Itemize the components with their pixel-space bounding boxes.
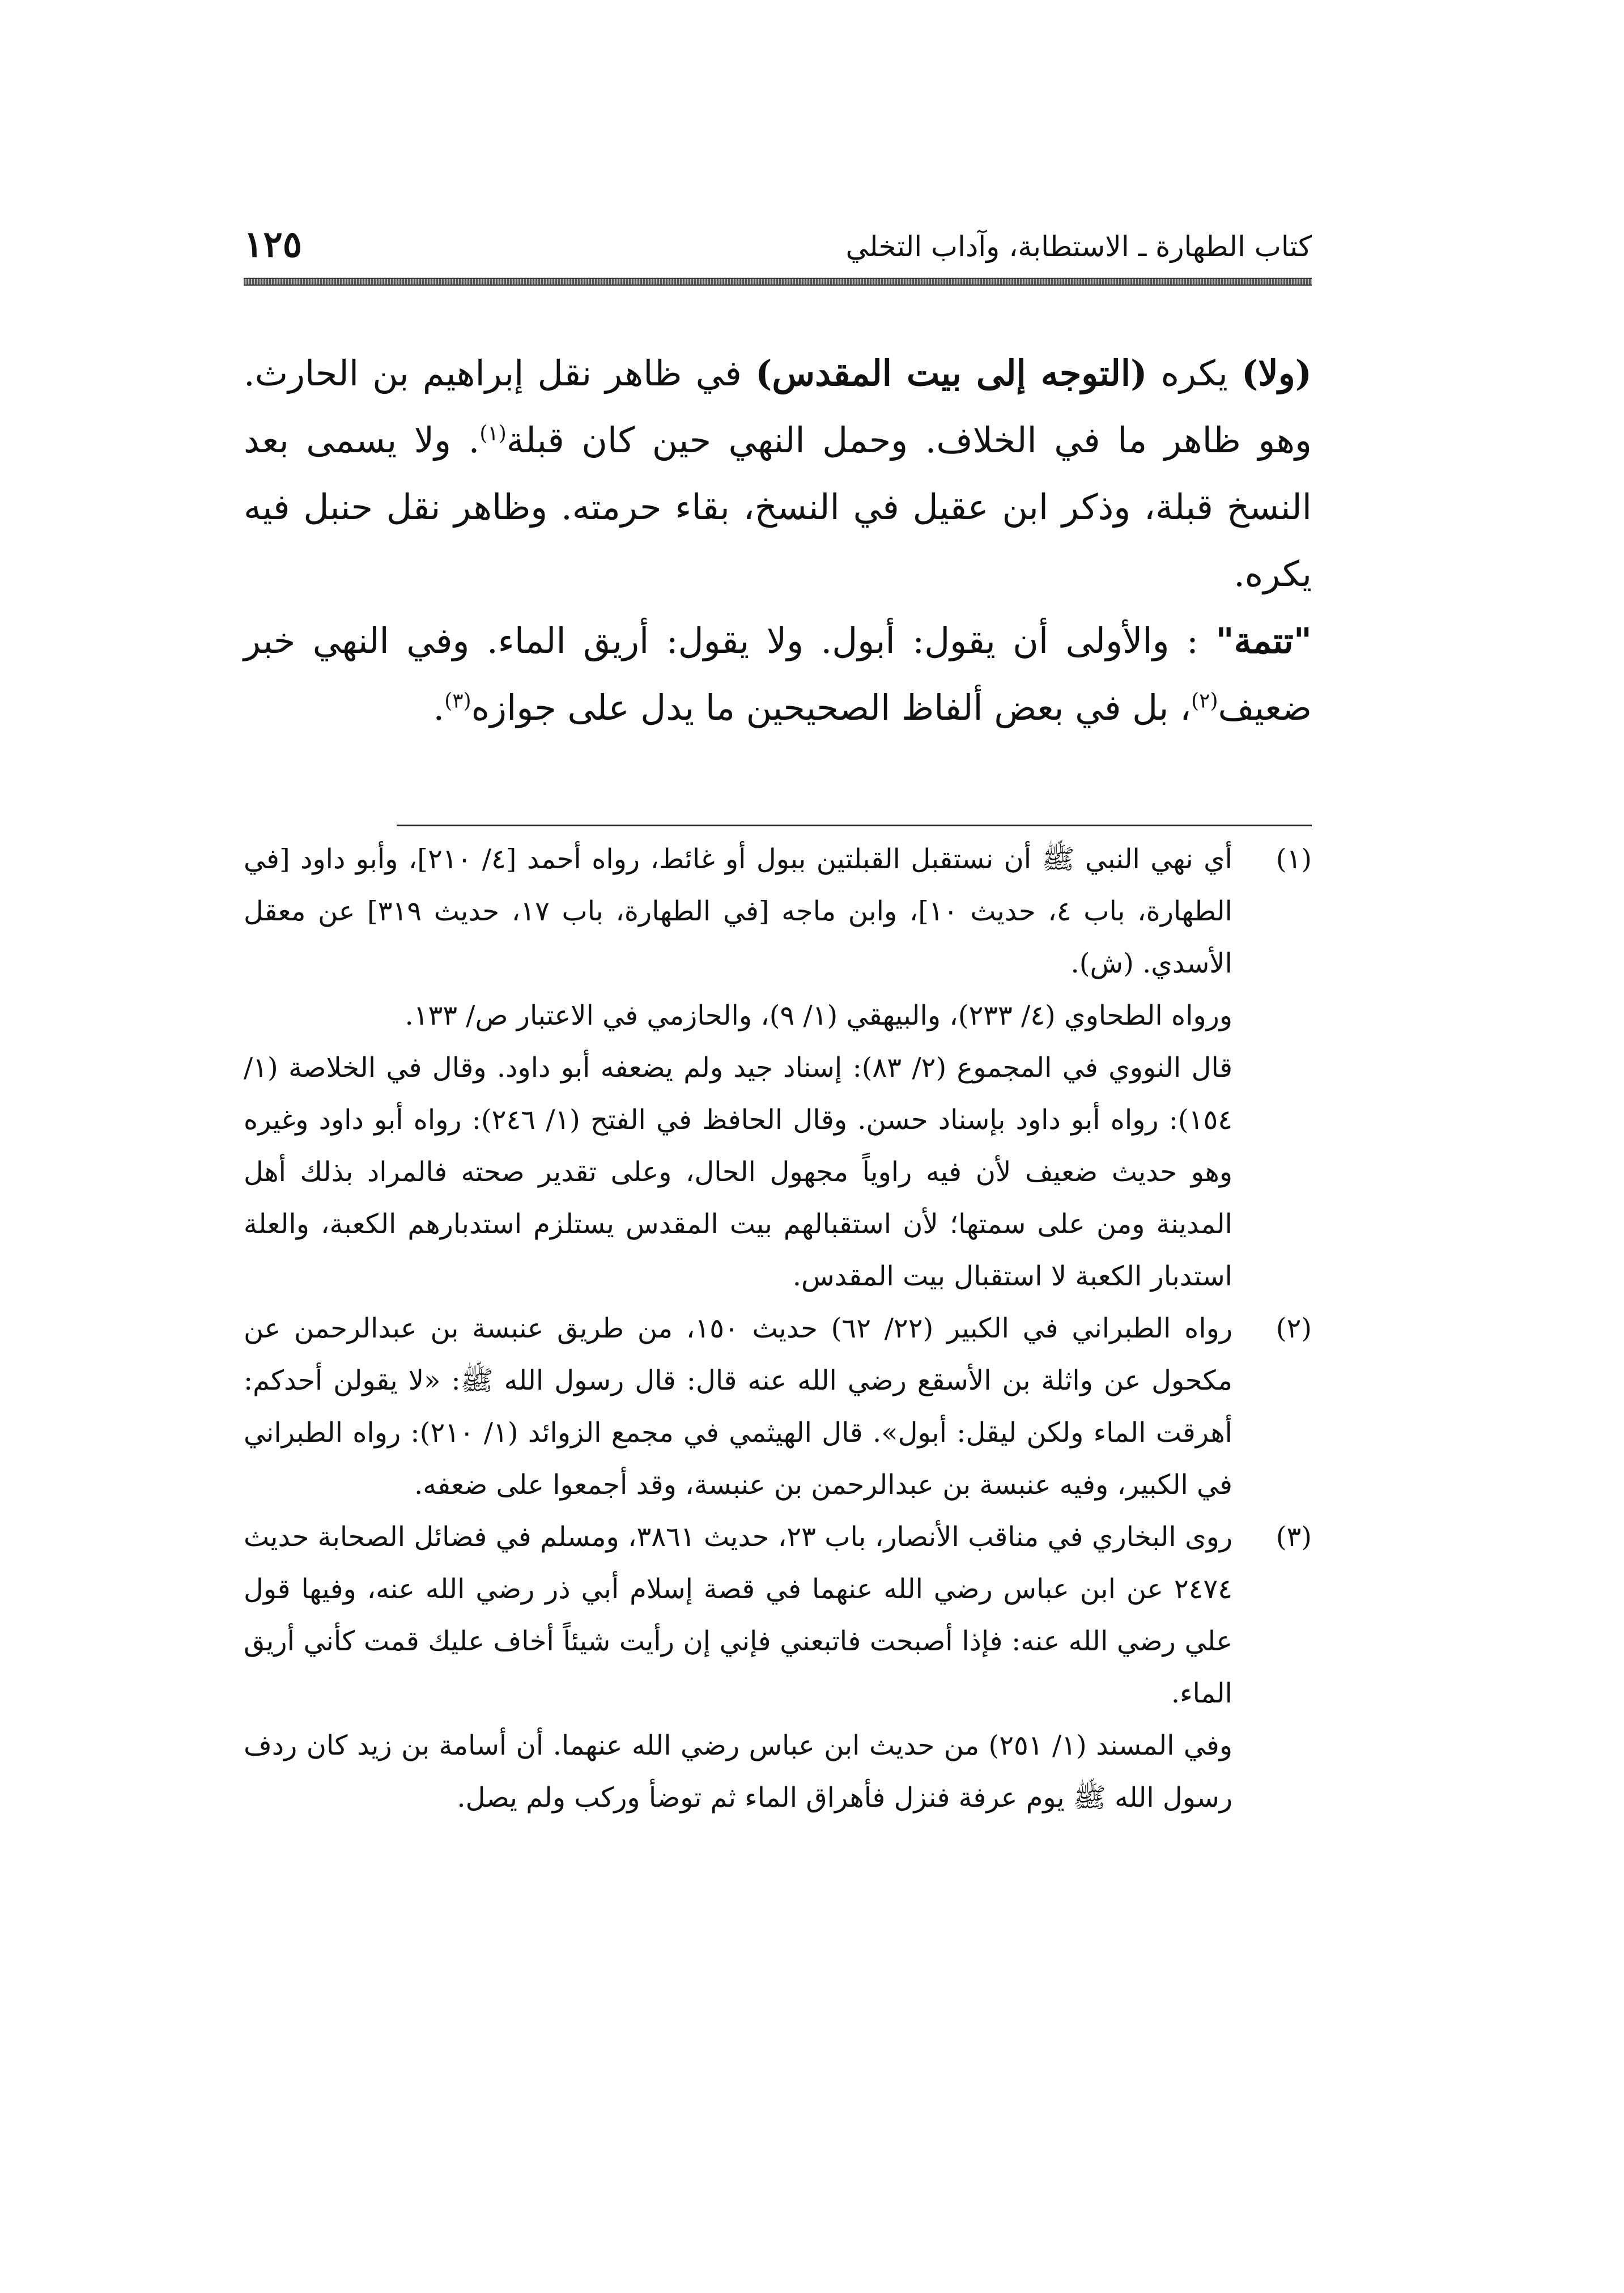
main-paragraph-2 [244, 608, 1312, 741]
footnote-number: (١) [1276, 843, 1312, 875]
footnote-number: (٣) [1276, 1521, 1312, 1553]
footnote-body [244, 1511, 1232, 1824]
footnote-separator [397, 825, 1312, 826]
text-run: . [433, 687, 445, 728]
footnote-paragraph: ورواه الطحاوي (٤/ ٢٣٣)، والبيهقي (١/ ٩)، والحازمي في الاعتبار ص/ ١٣٣. [405, 1000, 1232, 1031]
footnote-paragraph: أي نهي النبي ﷺ أن نستقبل القبلتين ببول أو غائط، رواه أحمد [٤/ ٢١٠]، وأبو داود [في الطهارة، باب ٤، حديث ١٠]، وابن ماجه [في الطهارة، باب ١٧، حديث ٣١٩] عن معقل الأسدي. (ش). [244, 843, 1232, 979]
footnote-ref-1[interactable]: (١) [479, 422, 507, 445]
footnotes [244, 833, 1312, 1824]
main-text [244, 340, 1312, 741]
footnote-body [244, 1302, 1232, 1511]
footnote-2 [244, 1302, 1312, 1511]
bold-phrase: (ولا) [1242, 353, 1312, 394]
page-number: ١٢٥ [244, 223, 303, 266]
text-run: : والأولى أن يقول: أبول. ولا يقول: أريق الماء. وفي النهي خبر ضعيف [244, 620, 1312, 728]
footnote-1 [244, 833, 1312, 1302]
footnote-3 [244, 1511, 1312, 1824]
running-header [244, 224, 1312, 272]
bold-phrase: (التوجه إلى بيت المقدس) [755, 353, 1147, 394]
text-run: ، بل في بعض ألفاظ الصحيحين ما يدل على جوازه [471, 687, 1192, 728]
footnote-paragraph: رواه الطبراني في الكبير (٢٢/ ٦٢) حديث ١٥٠، من طريق عنبسة بن عبدالرحمن عن مكحول عن واثلة بن الأسقع رضي الله عنه قال: قال رسول الله ﷺ: «لا يقولن أحدكم: أهرقت الماء ولكن ليقل: أبول». قال الهيثمي في مجمع الزوائد (١/ ٢١٠): رواه الطبراني في الكبير، وفيه عنبسة بن عبدالرحمن بن عنبسة، وقد أجمعوا على ضعفه. [244, 1313, 1233, 1501]
header-title: كتاب الطهارة ـ الاستطابة، وآداب التخلي [845, 230, 1312, 263]
footnote-ref-2[interactable]: (٢) [1191, 689, 1218, 713]
footnote-paragraph: قال النووي في المجموع (٢/ ٨٣): إسناد جيد ولم يضعفه أبو داود. وقال في الخلاصة (١/ ١٥٤): رواه أبو داود بإسناد حسن. وقال الحافظ في الفتح (١/ ٢٤٦): رواه أبو داود وغيره وهو حديث ضعيف لأن فيه راوياً مجهول الحال، وعلى تقدير صحته فالمراد بذلك أهل المدينة ومن على سمتها؛ لأن استقبالهم بيت المقدس يستلزم استدبارهم الكعبة، والعلة استدبار الكعبة لا استقبال بيت المقدس. [244, 1052, 1233, 1292]
header-divider [244, 278, 1312, 286]
footnote-ref-3[interactable]: (٣) [444, 689, 471, 713]
footnote-paragraph: وفي المسند (١/ ٢٥١) من حديث ابن عباس رضي الله عنهما. أن أسامة بن زيد كان ردف رسول الله ﷺ يوم عرفة فنزل فأهراق الماء ثم توضأ وركب ولم يصل. [244, 1730, 1232, 1814]
footnote-number: (٢) [1276, 1313, 1312, 1344]
text-run: . ولا يسمى بعد النسخ قبلة، وذكر ابن عقيل في النسخ، بقاء حرمته. وظاهر نقل حنبل فيه يكره. [244, 419, 1312, 595]
main-paragraph-1 [244, 340, 1312, 608]
text-run: يكره [1147, 353, 1242, 394]
text-run: في ظاهر نقل إبراهيم بن الحارث. وهو ظاهر ما في الخلاف. وحمل النهي حين كان قبلة [244, 353, 1312, 461]
footnote-paragraph: روى البخاري في مناقب الأنصار، باب ٢٣، حديث ٣٨٦١، ومسلم في فضائل الصحابة حديث ٢٤٧٤ عن ابن عباس رضي الله عنهما في قصة إسلام أبي ذر رضي الله عنه، وفيها قول علي رضي الله عنه: فإذا أصبحت فاتبعني فإني إن رأيت شيئاً أخاف عليك قمت كأني أريق الماء. [244, 1521, 1233, 1709]
footnote-body [244, 833, 1232, 1302]
bold-phrase: "تتمة" [1215, 620, 1312, 661]
